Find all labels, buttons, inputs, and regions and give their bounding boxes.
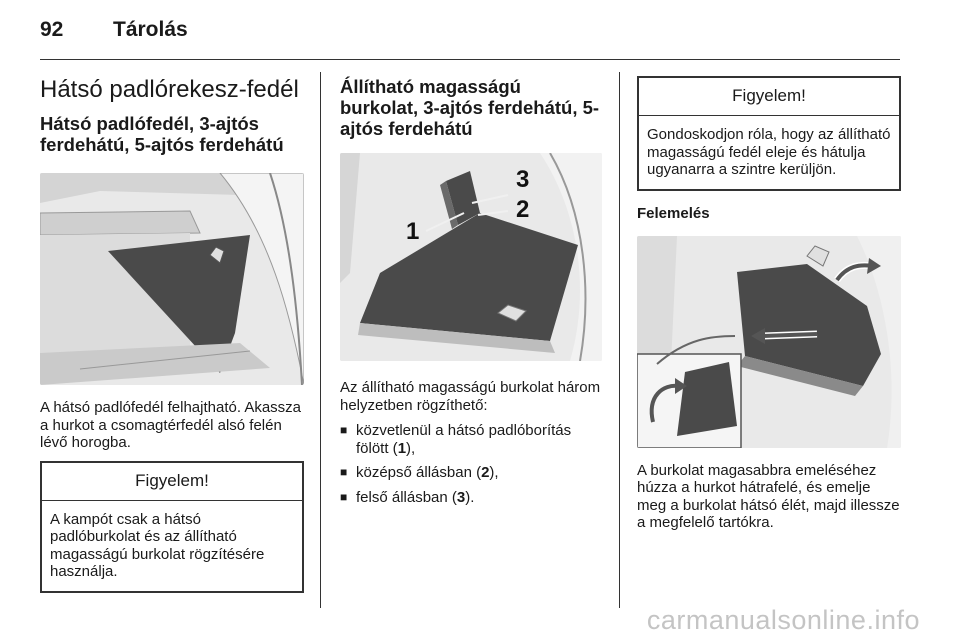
- section-title: Tárolás: [113, 18, 188, 41]
- caution-title: Figyelem!: [42, 463, 302, 501]
- page-number: 92: [40, 18, 64, 41]
- page-header: [40, 18, 900, 48]
- column-divider: [320, 72, 321, 608]
- position-list: [340, 422, 602, 506]
- section-heading: Állítható magasságú burkolat, 3-ajtós ferdehátú, 5-ajtós ferdehátú: [340, 76, 600, 139]
- column-3: [637, 76, 901, 532]
- list-item: ■ középső állásban (2),: [340, 464, 602, 482]
- callout-2: 2: [516, 196, 530, 223]
- raising-cover-illustration: [637, 236, 901, 448]
- column-divider: [619, 72, 620, 608]
- header-divider: [40, 59, 900, 60]
- body-text: A hátsó padlófedél felhajtható. Akassza a hurkot a csomagtérfedél alsó felén lévő horogba.: [40, 399, 302, 451]
- adjustable-cover-illustration: [340, 153, 602, 361]
- callout-3: 3: [516, 166, 530, 193]
- body-text: Az állítható magasságú burkolat három helyzetben rögzíthető:: [340, 379, 601, 414]
- caution-text: Gondoskodjon róla, hogy az állítható magasságú fedél eleje és hátulja ugyanarra a szintre kerüljön.: [647, 126, 891, 178]
- caution-box: [637, 76, 901, 191]
- caution-title: Figyelem!: [639, 78, 899, 116]
- column-2: [340, 72, 602, 513]
- subheading: Hátsó padlófedél, 3-ajtós ferdehátú, 5-ajtós ferdehátú: [40, 113, 284, 155]
- callout-1: 1: [406, 218, 420, 245]
- list-item: ■ közvetlenül a hátsó padlóborítás fölött (1),: [340, 422, 602, 457]
- caution-text: A kampót csak a hátsó padlóburkolat és az állítható magasságú burkolat rögzítésére használja.: [50, 510, 265, 580]
- subheading: Felemelés: [637, 204, 710, 222]
- column-1: [40, 72, 304, 593]
- page-title: Hátsó padlórekesz-fedél: [40, 76, 299, 103]
- list-item: ■ felső állásban (3).: [340, 489, 602, 507]
- watermark: carmanualsonline.info: [646, 605, 920, 635]
- body-text: A burkolat magasabbra emeléséhez húzza a hurkot hátrafelé, és emelje meg a burkolat hátsó élét, majd illessze a megfelelő tartókra.: [637, 461, 900, 531]
- trunk-floor-cover-illustration: [40, 173, 304, 385]
- caution-box: [40, 461, 304, 593]
